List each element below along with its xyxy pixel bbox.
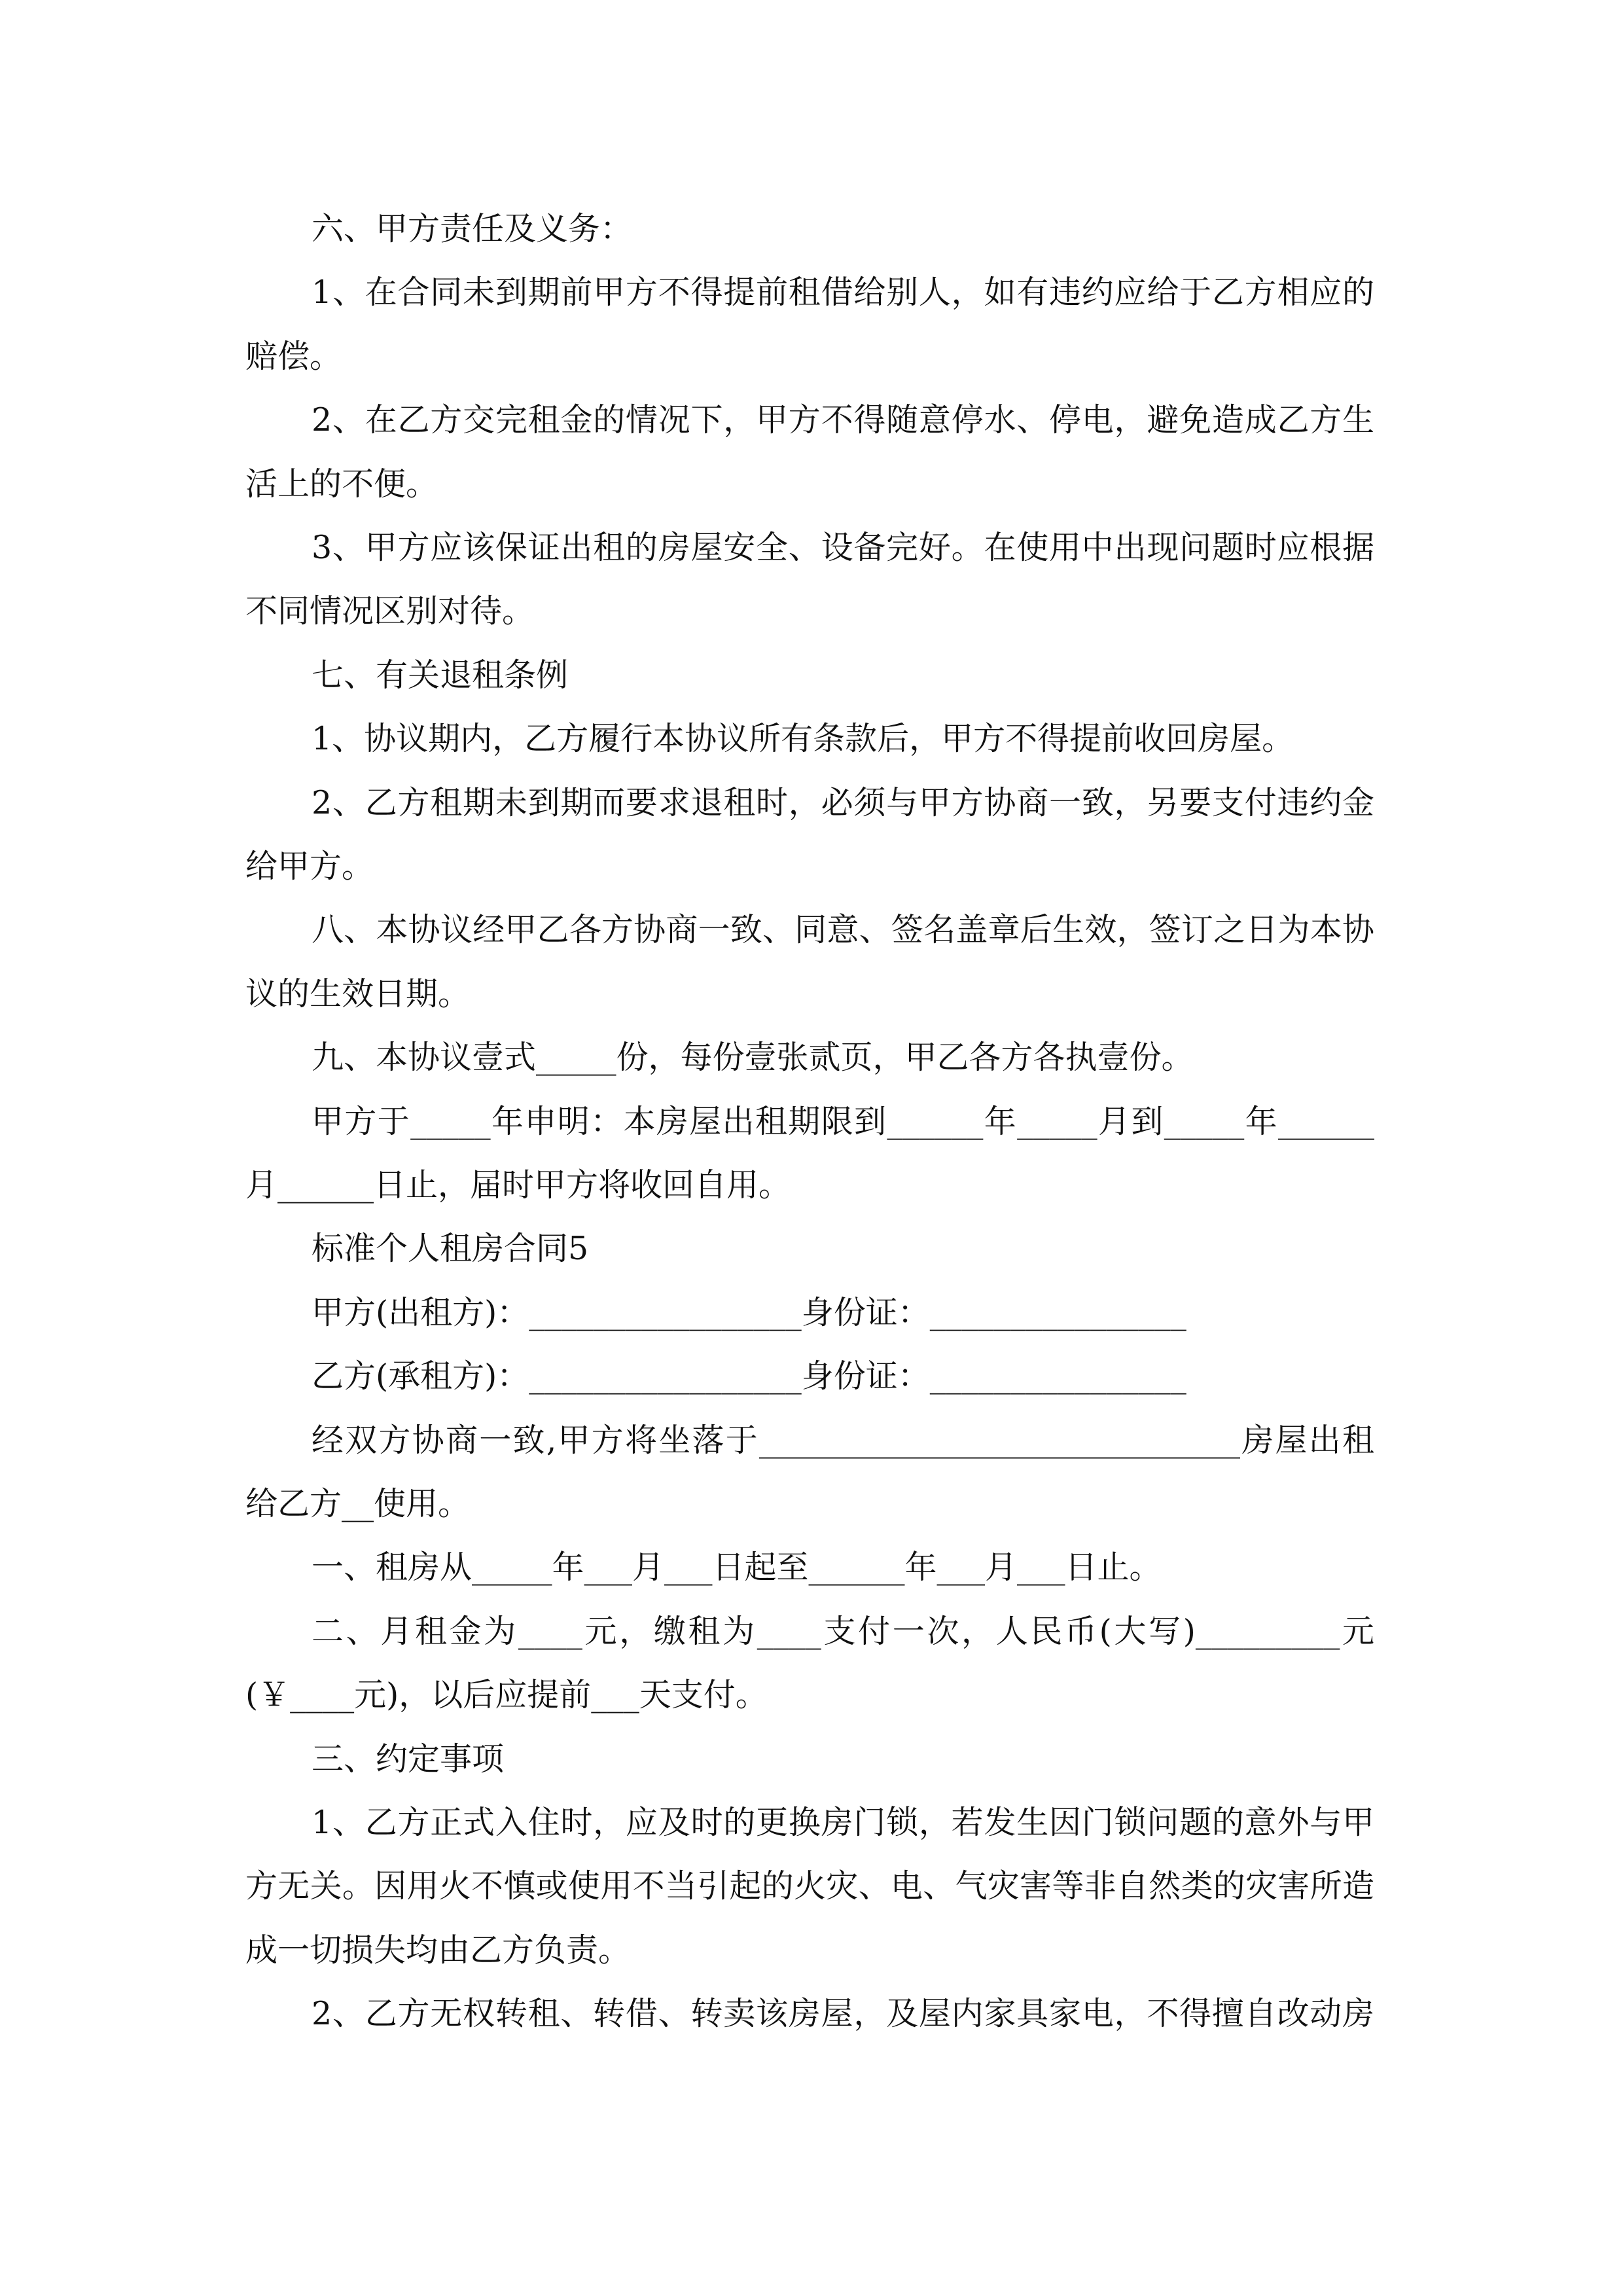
- paragraph-line: 1、乙方正式入住时，应及时的更换房门锁，若发生因门锁问题的意外与甲: [312, 1804, 1374, 1841]
- party-b-field: 乙方(承租方)：_________________身份证：________________: [312, 1357, 1186, 1395]
- party-a-field: 甲方(出租方)：_________________身份证：________________: [312, 1293, 1186, 1331]
- section-heading: 七、有关退租条例: [312, 656, 569, 694]
- paragraph-line: 2、乙方无权转租、转借、转卖该房屋，及屋内家具家电，不得擅自改动房: [312, 1995, 1374, 2033]
- contract-title: 标准个人租房合同5: [312, 1230, 589, 1268]
- paragraph-line: 给乙方__使用。: [245, 1485, 471, 1522]
- paragraph-line: 二、月租金为____元，缴租为____支付一次，人民币(大写)_________元: [312, 1612, 1374, 1650]
- paragraph-line: 经双方协商一致,甲方将坐落于______________________________房屋出租: [312, 1421, 1374, 1459]
- paragraph-line: 议的生效日期。: [245, 975, 471, 1013]
- paragraph-line: 3、甲方应该保证出租的房屋安全、设备完好。在使用中出现问题时应根据: [312, 529, 1374, 566]
- paragraph-line: 方无关。因用火不慎或使用不当引起的火灾、电、气灾害等非自然类的灾害所造: [245, 1867, 1374, 1905]
- paragraph-line: 赔偿。: [245, 337, 342, 375]
- paragraph-line: 月______日止，届时甲方将收回自用。: [245, 1166, 791, 1204]
- section-heading: 三、约定事项: [312, 1740, 505, 1778]
- paragraph-line: 甲方于_____年申明：本房屋出租期限到______年_____月到_____年______: [312, 1102, 1374, 1140]
- paragraph-line: 1、在合同未到期前甲方不得提前租借给别人，如有违约应给于乙方相应的: [312, 274, 1374, 312]
- paragraph-line: 九、本协议壹式_____份，每份壹张贰页，甲乙各方各执壹份。: [312, 1039, 1194, 1077]
- paragraph-line: (￥____元)，以后应提前___天支付。: [245, 1676, 768, 1714]
- paragraph-line: 一、租房从_____年___月___日起至______年___月___日止。: [312, 1549, 1162, 1587]
- paragraph-line: 八、本协议经甲乙各方协商一致、同意、签名盖章后生效，签订之日为本协: [312, 911, 1374, 949]
- paragraph-line: 成一切损失均由乙方负责。: [245, 1931, 631, 1969]
- paragraph-line: 不同情况区别对待。: [245, 592, 535, 630]
- paragraph-line: 2、乙方租期未到期而要求退租时，必须与甲方协商一致，另要支付违约金: [312, 783, 1374, 821]
- paragraph-line: 给甲方。: [245, 848, 374, 885]
- paragraph-line: 1、协议期内，乙方履行本协议所有条款后，甲方不得提前收回房屋。: [312, 720, 1294, 758]
- paragraph-line: 2、在乙方交完租金的情况下，甲方不得随意停水、停电，避免造成乙方生: [312, 401, 1374, 439]
- paragraph-line: 活上的不便。: [245, 465, 438, 503]
- section-heading: 六、甲方责任及义务：: [312, 210, 633, 247]
